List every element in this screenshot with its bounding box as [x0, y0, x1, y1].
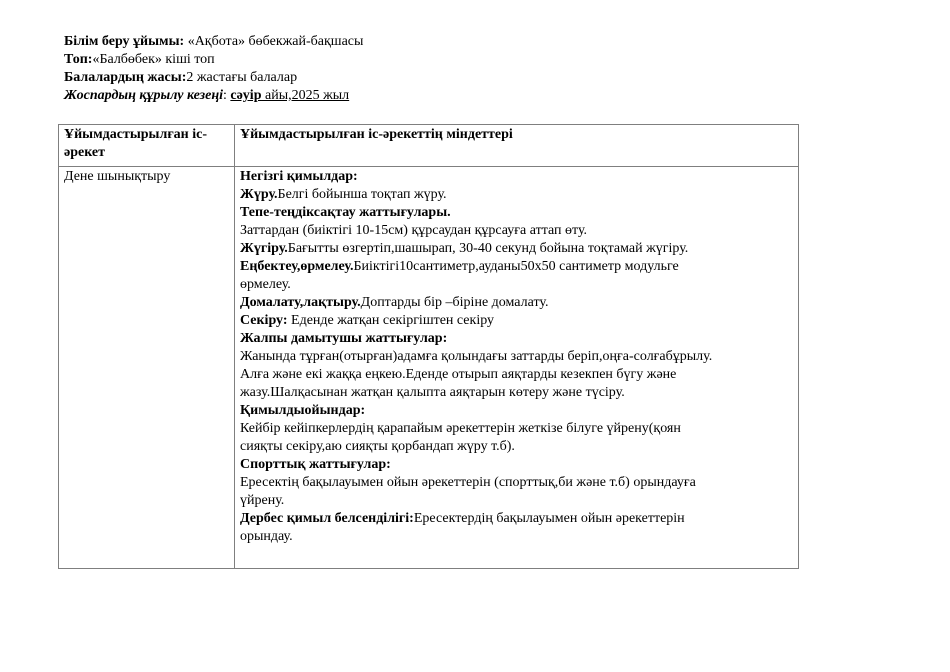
plan-table [58, 124, 799, 569]
task-line [240, 474, 793, 492]
task-line-text: Алға және екі жаққа еңкею.Еденде отырып аяқтарды кезекпен бүгу және [240, 367, 677, 382]
activity-cell: Дене шынықтыру [59, 167, 235, 569]
task-line [240, 402, 793, 420]
task-line [240, 330, 793, 348]
group-line [64, 51, 363, 69]
task-line-bold: Қимылдыойындар: [240, 403, 366, 418]
age-line [64, 69, 363, 87]
task-line [240, 294, 793, 312]
task-line-text: өрмелеу. [240, 277, 291, 292]
table-header-row [59, 125, 799, 167]
task-line [240, 312, 793, 330]
group-label: Топ: [64, 52, 93, 67]
task-line [240, 168, 793, 186]
organization-line [64, 33, 363, 51]
column-header-activity: Ұйымдастырылған іс-әрекет [59, 125, 235, 167]
organization-label: Білім беру ұйымы: [64, 34, 185, 49]
task-line [240, 222, 793, 240]
task-line-text: Доптарды бір –біріне домалату. [360, 295, 549, 310]
task-line-text: үйрену. [240, 493, 285, 508]
period-month: сәуір [230, 88, 262, 103]
task-line-text: Заттардан (биіктігі 10-15см) құрсаудан құрсауға аттап өту. [240, 223, 588, 238]
column-header-tasks: Ұйымдастырылған іс-әрекеттің міндеттері [235, 125, 799, 167]
task-line-text: Жанында тұрған(отырған)адамға қолындағы заттарды беріп,оңға-солғабұрылу. [240, 349, 713, 364]
task-line-bold: Спорттық жаттығулар: [240, 457, 391, 472]
period-rest: айы,2025 жыл [261, 88, 350, 103]
age-value: 2 жастағы балалар [186, 70, 298, 85]
task-line [240, 276, 793, 294]
task-line-bold: Негізгі қимылдар: [240, 169, 358, 184]
age-label: Балалардың жасы: [64, 70, 187, 85]
period-label: Жоспардың құрылу кезеңі [64, 88, 223, 103]
task-line-text: Ересектің бақылауымен ойын әрекеттерін (спорттық,би және т.б) орындауға [240, 475, 696, 490]
period-colon: : [222, 88, 231, 103]
task-line [240, 384, 793, 402]
task-line-text: Кейбір кейіпкерлердің қарапайым әрекеттерін жеткізе білуге үйрену(қоян [240, 421, 681, 436]
task-line-bold: Тепе-теңдіксақтау жаттығулары. [240, 205, 451, 220]
task-line-bold: Жалпы дамытушы жаттығулар: [240, 331, 448, 346]
task-line [240, 420, 793, 438]
task-line-text: Ересектердің бақылауымен ойын әрекеттерін [413, 511, 685, 526]
task-line-bold: Домалату,лақтыру. [240, 295, 361, 310]
task-line [240, 510, 793, 528]
group-value: «Балбөбек» кіші топ [92, 52, 215, 67]
task-line [240, 258, 793, 276]
task-line [240, 492, 793, 510]
task-line-bold: Секіру: [240, 313, 288, 328]
task-line [240, 366, 793, 384]
task-line-text: орындау. [240, 529, 293, 544]
task-line-text: жазу.Шалқасынан жатқан қалыпта аяқтарын көтеру және түсіру. [240, 385, 625, 400]
task-line [240, 240, 793, 258]
tasks-cell [235, 167, 799, 569]
task-line-bold: Жүгіру. [240, 241, 288, 256]
task-line [240, 438, 793, 456]
task-line-bold: Жүру. [240, 187, 278, 202]
period-line [64, 87, 363, 105]
task-line-text: Еденде жатқан секіргіштен секіру [287, 313, 495, 328]
task-line [240, 348, 793, 366]
table-row [59, 167, 799, 569]
task-line-text: Бағытты өзгертіп,шашырап, 30-40 секунд бойына тоқтамай жүгіру. [287, 241, 689, 256]
task-line-text: Белгі бойынша тоқтап жүру. [277, 187, 447, 202]
task-line [240, 186, 793, 204]
task-line [240, 528, 793, 546]
organization-value: «Ақбота» бөбекжай-бақшасы [184, 34, 364, 49]
task-line-bold: Еңбектеу,өрмелеу. [240, 259, 354, 274]
task-line-text: Биіктігі10сантиметр,ауданы50х50 сантиметр модульге [353, 259, 679, 274]
task-line [240, 204, 793, 222]
document-header [64, 33, 363, 105]
task-line-bold: Дербес қимыл белсенділігі: [240, 511, 414, 526]
task-line-text: сияқты секіру,аю сияқты қорбандап жүру т.б). [240, 439, 515, 454]
task-line [240, 456, 793, 474]
